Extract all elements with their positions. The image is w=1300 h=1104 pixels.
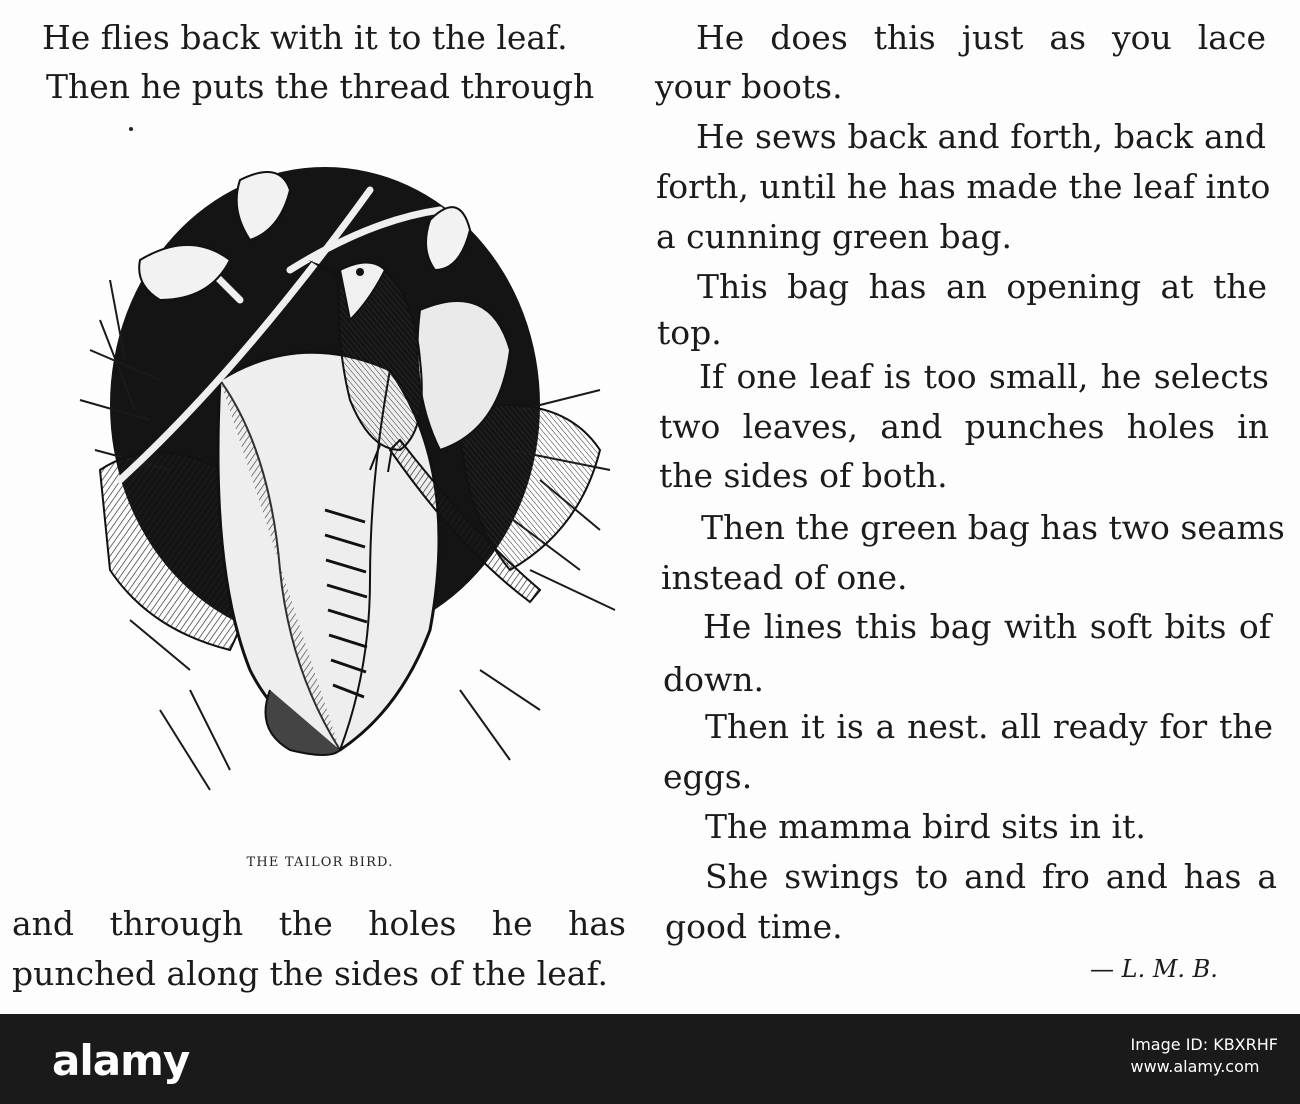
right-line-6: This bag has an opening at the xyxy=(697,267,1267,306)
right-line-16: eggs. xyxy=(663,757,753,796)
right-line-11: Then the green bag has two seams xyxy=(701,508,1285,547)
site-url: www.alamy.com xyxy=(1130,1057,1260,1076)
author-signature: — L. M. B. xyxy=(1090,955,1218,983)
right-line-2: your boots. xyxy=(655,67,843,106)
left-line-3: and through the holes he has xyxy=(12,904,626,943)
left-line-2: Then he puts the thread through xyxy=(46,67,595,106)
ink-speck xyxy=(129,127,133,131)
tailor-bird-illustration xyxy=(40,150,620,840)
right-line-7: top. xyxy=(657,313,722,352)
illustration-caption: THE TAILOR BIRD. xyxy=(246,855,394,870)
right-line-18: She swings to and fro and has a xyxy=(705,857,1277,896)
image-id-label: Image ID: KBXRHF xyxy=(1130,1035,1278,1054)
right-line-17: The mamma bird sits in it. xyxy=(705,807,1146,846)
right-line-19: good time. xyxy=(665,907,843,946)
alamy-logo: alamy xyxy=(52,1036,190,1085)
image-reference xyxy=(1131,1034,1279,1078)
right-line-12: instead of one. xyxy=(661,558,908,597)
left-line-4: punched along the sides of the leaf. xyxy=(12,954,608,993)
right-line-8: If one leaf is too small, he selects xyxy=(699,357,1269,396)
right-line-13: He lines this bag with soft bits of xyxy=(703,607,1271,646)
right-line-5: a cunning green bag. xyxy=(656,217,1012,256)
right-line-10: the sides of both. xyxy=(659,456,948,495)
watermark-bar xyxy=(0,1014,1300,1104)
right-line-3: He sews back and forth, back and xyxy=(696,117,1266,156)
right-line-14: down. xyxy=(663,660,764,699)
left-line-1: He flies back with it to the leaf. xyxy=(42,18,568,57)
right-line-15: Then it is a nest. all ready for the xyxy=(705,707,1273,746)
right-line-1: He does this just as you lace xyxy=(696,18,1266,57)
right-line-4: forth, until he has made the leaf into xyxy=(656,167,1271,206)
right-line-9: two leaves, and punches holes in xyxy=(659,407,1269,446)
